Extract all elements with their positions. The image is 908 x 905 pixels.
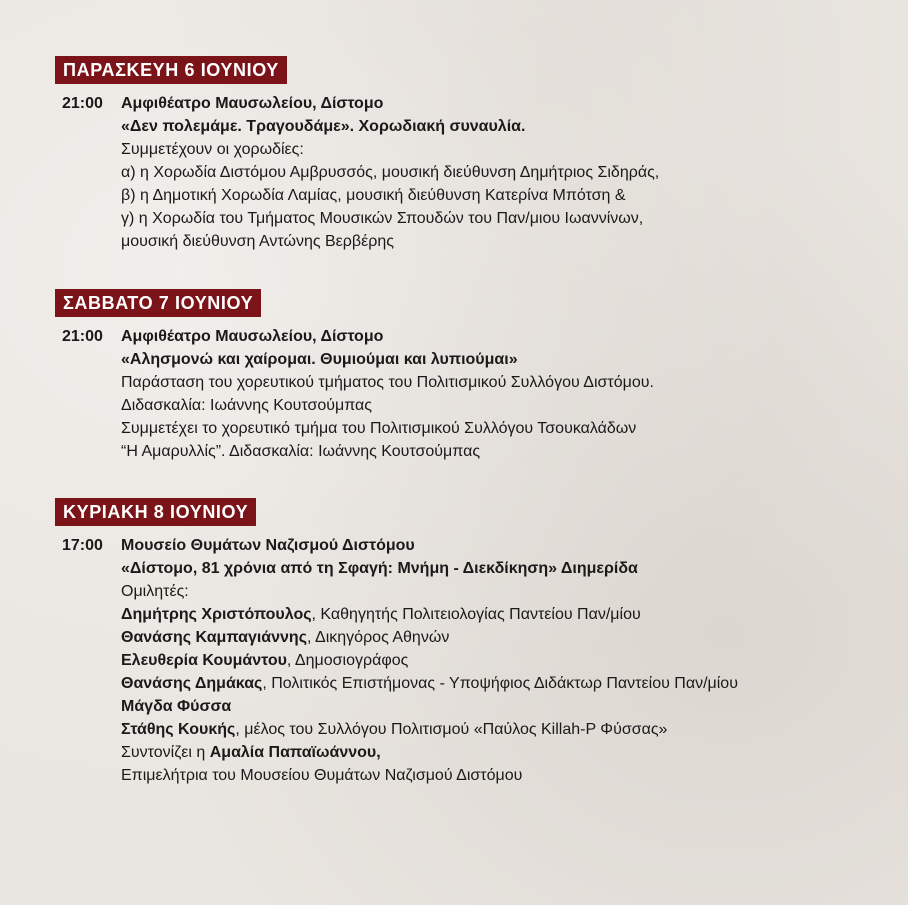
- day-header: ΣΑΒΒΑΤΟ 7 ΙΟΥΝΙΟΥ: [55, 289, 261, 317]
- event-line: Διδασκαλία: Ιωάννης Κουτσούμπας: [121, 397, 372, 414]
- moderator-prefix: Συντονίζει η: [121, 744, 210, 761]
- speaker-line: [121, 626, 738, 649]
- event-time: 17:00: [62, 537, 103, 554]
- event-venue: Αμφιθέατρο Μαυσωλείου, Δίστομο: [121, 95, 384, 112]
- event-title: «Δίστομο, 81 χρόνια από τη Σφαγή: Μνήμη - Διεκδίκηση» Διημερίδα: [121, 560, 638, 577]
- speaker-role: , Καθηγητής Πολιτειολογίας Παντείου Παν/μίου: [311, 606, 641, 623]
- event: [55, 534, 738, 787]
- speaker-role: , Δικηγόρος Αθηνών: [307, 629, 450, 646]
- day-block-sunday: [55, 498, 738, 787]
- event-line: “Η Αμαρυλλίς”. Διδασκαλία: Ιωάννης Κουτσούμπας: [121, 443, 481, 460]
- event-line: β) η Δημοτική Χορωδία Λαμίας, μουσική διεύθυνση Κατερίνα Μπότση &: [121, 187, 626, 204]
- speaker-role: , μέλος του Συλλόγου Πολιτισμού «Παύλος Killah-P Φύσσας»: [235, 721, 668, 738]
- speaker-name: Στάθης Κουκής: [121, 721, 236, 738]
- event: [55, 325, 654, 463]
- speaker-role: , Πολιτικός Επιστήμονας - Υποψήφιος Διδάκτωρ Παντείου Παν/μίου: [262, 675, 738, 692]
- moderator-line: [121, 741, 738, 764]
- speaker-line: [121, 672, 738, 695]
- speaker-role: , Δημοσιογράφος: [286, 652, 409, 669]
- moderator-role: Επιμελήτρια του Μουσείου Θυμάτων Ναζισμού Διστόμου: [121, 767, 523, 784]
- speaker-line: [121, 695, 738, 718]
- event-time: 21:00: [62, 95, 103, 112]
- event-time: 21:00: [62, 328, 103, 345]
- speaker-line: [121, 649, 738, 672]
- day-block-saturday: [55, 289, 654, 463]
- event-line: α) η Χορωδία Διστόμου Αμβρυσσός, μουσική διεύθυνση Δημήτριος Σιδηράς,: [121, 164, 660, 181]
- event: [55, 92, 659, 253]
- speaker-name: Θανάσης Δημάκας: [121, 675, 263, 692]
- speaker-name: Δημήτρης Χριστόπουλος: [121, 606, 312, 623]
- day-block-friday: [55, 56, 659, 253]
- speaker-line: [121, 718, 738, 741]
- event-venue: Αμφιθέατρο Μαυσωλείου, Δίστομο: [121, 328, 384, 345]
- event-line: Συμμετέχει το χορευτικό τμήμα του Πολιτισμικού Συλλόγου Τσουκαλάδων: [121, 420, 637, 437]
- event-line: γ) η Χορωδία του Τμήματος Μουσικών Σπουδών του Παν/μιου Ιωαννίνων,: [121, 210, 644, 227]
- event-title: «Δεν πολεμάμε. Τραγουδάμε». Χορωδιακή συναυλία.: [121, 118, 526, 135]
- speakers-label: Ομιλητές:: [121, 583, 189, 600]
- event-title: «Αλησμονώ και χαίρομαι. Θυμιούμαι και λυπιούμαι»: [121, 351, 518, 368]
- day-header: ΠΑΡΑΣΚΕΥΗ 6 ΙΟΥΝΙΟΥ: [55, 56, 287, 84]
- event-line: Συμμετέχουν οι χορωδίες:: [121, 141, 304, 158]
- speaker-name: Ελευθερία Κουμάντου: [121, 652, 287, 669]
- speaker-line: [121, 603, 738, 626]
- event-line: Παράσταση του χορευτικού τμήματος του Πολιτισμικού Συλλόγου Διστόμου.: [121, 374, 654, 391]
- event-line: μουσική διεύθυνση Αντώνης Βερβέρης: [121, 233, 394, 250]
- day-header: ΚΥΡΙΑΚΗ 8 ΙΟΥΝΙΟΥ: [55, 498, 256, 526]
- moderator-name: Αμαλία Παπαϊωάννου,: [209, 744, 381, 761]
- speaker-name: Θανάσης Καμπαγιάννης: [121, 629, 308, 646]
- event-venue: Μουσείο Θυμάτων Ναζισμού Διστόμου: [121, 537, 415, 554]
- speaker-name: Μάγδα Φύσσα: [121, 698, 232, 715]
